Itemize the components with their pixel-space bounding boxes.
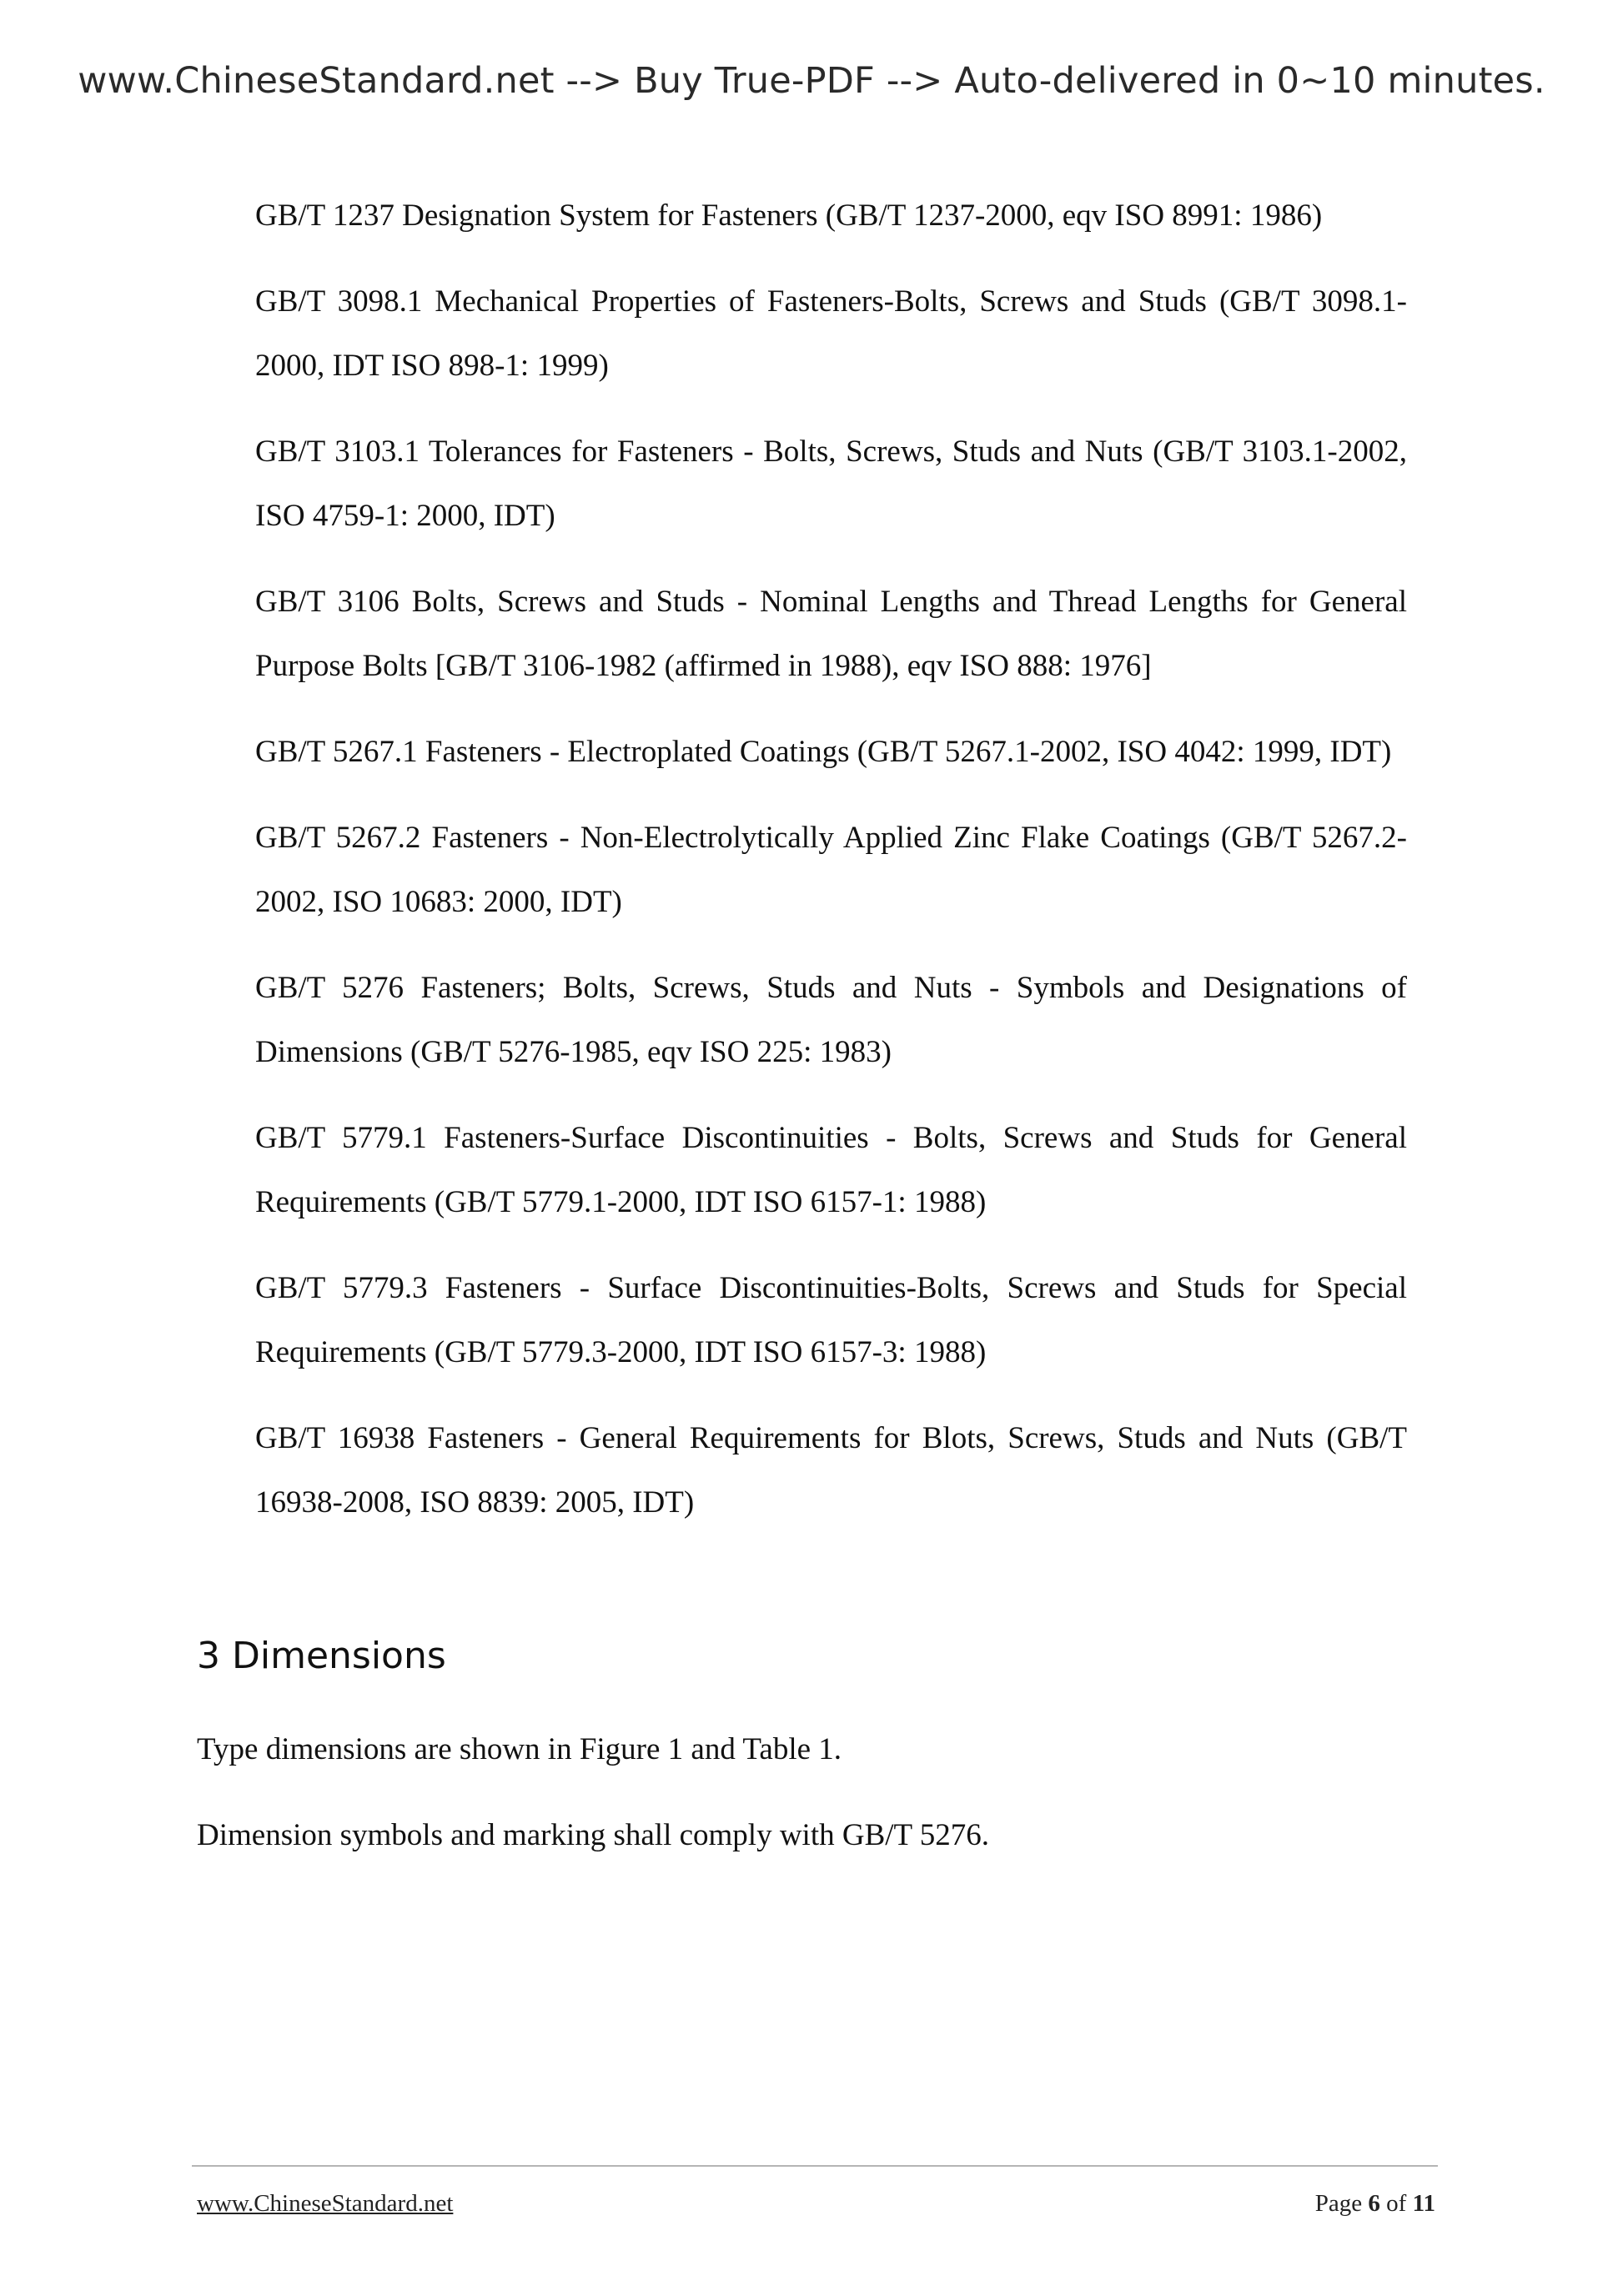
- reference-item: GB/T 3103.1 Tolerances for Fasteners - Bolts, Screws, Studs and Nuts (GB/T 3103.1-2002, ISO 4759-1: 2000, IDT): [255, 435, 1407, 533]
- body-paragraph: Type dimensions are shown in Figure 1 and Table 1.: [197, 1732, 842, 1766]
- page-number: [1315, 2190, 1435, 2218]
- normative-references-list: [255, 183, 1407, 1556]
- page-current: 6: [1368, 2190, 1380, 2217]
- footer-site-link[interactable]: www.ChineseStandard.net: [197, 2190, 454, 2217]
- section-heading: 3 Dimensions: [197, 1635, 446, 1677]
- reference-item: GB/T 5779.1 Fasteners-Surface Discontinuities - Bolts, Screws and Studs for General Requirements (GB/T 5779.1-2000, IDT ISO 6157-1: 1988): [255, 1121, 1407, 1219]
- reference-item: GB/T 5779.3 Fasteners - Surface Discontinuities-Bolts, Screws and Studs for Special Requirements (GB/T 5779.3-2000, IDT ISO 6157-3: 1988): [255, 1271, 1407, 1369]
- page-of: of: [1379, 2190, 1413, 2217]
- reference-item: GB/T 5267.1 Fasteners - Electroplated Coatings (GB/T 5267.1-2002, ISO 4042: 1999, IDT): [255, 735, 1392, 769]
- reference-item: GB/T 5276 Fasteners; Bolts, Screws, Studs and Nuts - Symbols and Designations of Dimensions (GB/T 5276-1985, eqv ISO 225: 1983): [255, 971, 1407, 1069]
- page-prefix: Page: [1314, 2190, 1369, 2217]
- reference-item: GB/T 1237 Designation System for Fasteners (GB/T 1237-2000, eqv ISO 8991: 1986): [255, 198, 1323, 233]
- footer-divider: [192, 2165, 1438, 2167]
- promo-banner[interactable]: www.ChineseStandard.net --> Buy True-PDF --> Auto-delivered in 0~10 minutes.: [78, 60, 1545, 102]
- reference-item: GB/T 3098.1 Mechanical Properties of Fasteners-Bolts, Screws and Studs (GB/T 3098.1-2000, IDT ISO 898-1: 1999): [255, 284, 1407, 383]
- reference-item: GB/T 16938 Fasteners - General Requirements for Blots, Screws, Studs and Nuts (GB/T 16938-2008, ISO 8839: 2005, IDT): [255, 1421, 1407, 1520]
- body-paragraph: Dimension symbols and marking shall comply with GB/T 5276.: [197, 1818, 989, 1852]
- reference-item: GB/T 5267.2 Fasteners - Non-Electrolytically Applied Zinc Flake Coatings (GB/T 5267.2-2002, ISO 10683: 2000, IDT): [255, 821, 1407, 919]
- page-total: 11: [1412, 2190, 1435, 2217]
- reference-item: GB/T 3106 Bolts, Screws and Studs - Nominal Lengths and Thread Lengths for General Purpose Bolts [GB/T 3106-1982 (affirmed in 1988), eqv ISO 888: 1976]: [255, 585, 1407, 683]
